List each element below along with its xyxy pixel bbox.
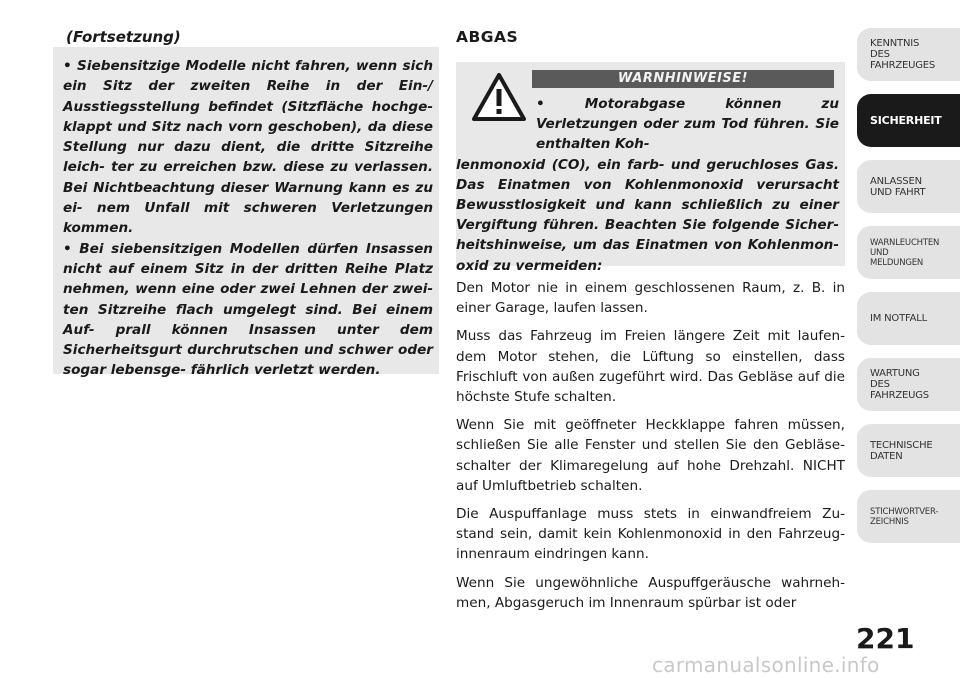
tab-im-notfall[interactable]: IM NOTFALL (857, 292, 960, 345)
body-paragraph: Wenn Sie ungewöhnliche Auspuffgeräusche wahrneh- men, Abgasgeruch im Innenraum spürbar ist oder (456, 574, 845, 611)
warning-header: WARNHINWEISE! (532, 70, 834, 88)
tab-anlassen-und-fahrt[interactable]: ANLASSEN UND FAHRT (857, 160, 960, 213)
body-text (456, 278, 845, 621)
seat-warning-paragraph-1: • Siebensitzige Modelle nicht fahren, wenn sich ein Sitz der zweiten Reihe in der Ein-/ Ausstiegsstellung befindet (Sitzfläche hochge- klappt und Sitz nach vorn geschoben), da diese Stellung nur dazu dient, die dritte Sitzreihe leich- ter zu erreichen bzw. diese zu verlassen. Bei Nichtbeachtung dieser Warnung kann es zu ei- nem Unfall mit schweren Verletzungen kommen. (63, 58, 433, 237)
watermark: carmanualsonline.info (652, 653, 880, 677)
chapter-tabs (857, 28, 960, 556)
warning-text (456, 94, 839, 276)
tab-technische-daten[interactable]: TECHNISCHE DATEN (857, 424, 960, 477)
tab-stichwortverzeichnis[interactable]: STICHWORTVER- ZEICHNIS (857, 490, 960, 543)
body-paragraph: Muss das Fahrzeug im Freien längere Zeit mit laufen- dem Motor stehen, die Lüftung so einstellen, dass Frischluft von außen zugeführt wird. Das Gebläse auf die höchste Stufe schalten. (456, 328, 845, 406)
tab-kenntnis-des-fahrzeuges[interactable]: KENNTNIS DES FAHRZEUGES (857, 28, 960, 81)
warning-text-first: • Motorabgase können zu Verletzungen oder zum Tod führen. Sie enthalten Koh- (536, 96, 839, 153)
section-title: ABGAS (456, 28, 519, 46)
seat-warning-paragraph-2: • Bei siebensitzigen Modellen dürfen Insassen nicht auf einem Sitz in der dritten Reihe Platz nehmen, wenn eine oder zwei Lehnen der zwei- ten Sitzreihe flach umgelegt sind. Bei einem Auf- prall können Insassen unter dem Sicherheitsgurt durchrutschen und schwer oder sogar lebensge- fährlich verletzt werden. (63, 240, 433, 379)
body-paragraph: Die Auspuffanlage muss stets in einwandfreiem Zu- stand sein, damit kein Kohlenmonoxid in den Fahrzeug- innenraum eindringen kann. (456, 506, 845, 563)
seat-warning-box (53, 47, 439, 379)
tab-wartung-des-fahrzeugs[interactable]: WARTUNG DES FAHRZEUGS (857, 358, 960, 411)
tab-warnleuchten-und-meldungen[interactable]: WARNLEUCHTEN UND MELDUNGEN (857, 226, 960, 279)
page-number: 221 (856, 622, 915, 655)
body-paragraph: Wenn Sie mit geöffneter Heckklappe fahren müssen, schließen Sie alle Fenster und stellen Sie den Gebläse- schalter der Klimaregelung auf hohe Drehzahl. NICHT auf Umluftbetrieb schalten. (456, 417, 845, 494)
tab-sicherheit[interactable]: SICHERHEIT (857, 94, 960, 147)
warning-text-rest: lenmonoxid (CO), ein farb- und geruchloses Gas. Das Einatmen von Kohlenmonoxid verursacht Bewusstlosigkeit und kann schließlich zu einer Vergiftung führen. Beachten Sie folgende Sicher- heitshinweise, um das Einatmen von Kohlenmon- oxid zu vermeiden: (456, 156, 839, 274)
body-paragraph: Den Motor nie in einem geschlossenen Raum, z. B. in einer Garage, laufen lassen. (456, 280, 845, 317)
continuation-label: (Fortsetzung) (66, 28, 181, 46)
